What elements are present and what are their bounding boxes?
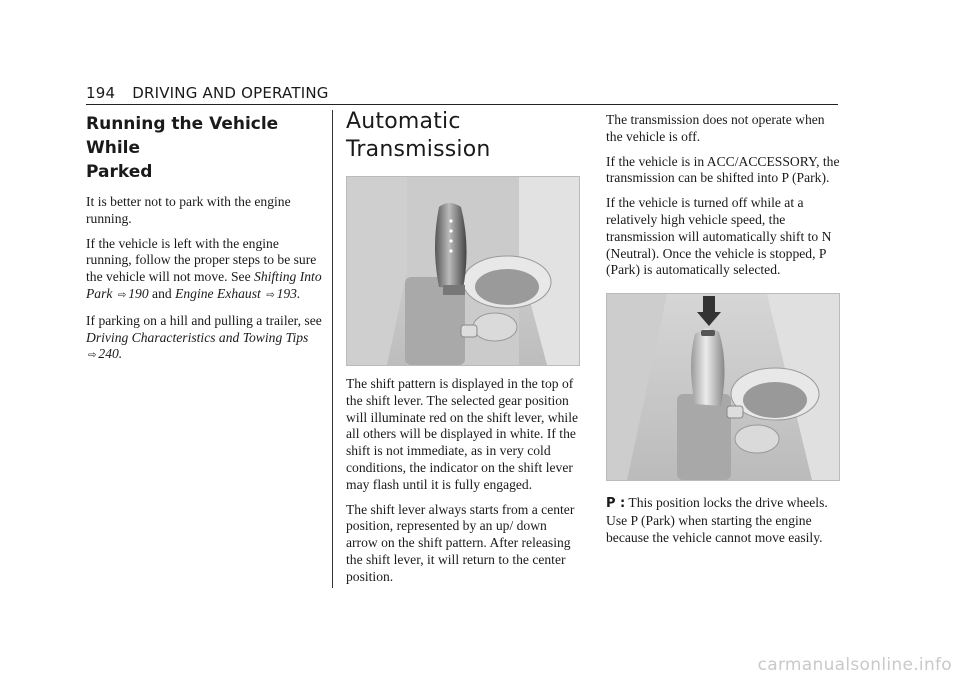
page-header <box>86 84 329 102</box>
paragraph: It is better not to park with the engine running. <box>86 194 291 226</box>
header-rule <box>86 104 838 105</box>
page-number: 194 <box>86 84 116 102</box>
gear-label-p: P : <box>606 496 626 512</box>
section-title: DRIVING AND OPERATING <box>132 84 329 102</box>
paragraph: If the vehicle is in ACC/ACCESSORY, the transmission can be shifted into P (Park). <box>606 153 840 186</box>
paragraph <box>606 495 840 546</box>
column-middle <box>346 108 580 594</box>
link-engine-exhaust[interactable]: Engine Exhaust <box>175 285 261 301</box>
watermark: carmanualsonline.info <box>757 655 952 675</box>
page-ref-arrow-icon: ⇨ <box>266 289 275 301</box>
section-heading <box>86 112 322 184</box>
paragraph: The shift lever always starts from a center position, represented by an up/ down arrow on the shift pattern. After releasing the shift lever, it will return to the center position. <box>346 501 575 584</box>
link-driving-characteristics[interactable]: Driving Characteristics and Towing Tips <box>86 329 309 345</box>
page-ref-arrow-icon: ⇨ <box>88 350 97 362</box>
paragraph-text: This position locks the drive wheels. Use P (Park) when starting the engine because the vehicle cannot move easily. <box>606 495 828 545</box>
paragraph-text: If the vehicle is left with the engine running, follow the proper steps to be sure the vehicle will not move. <box>86 235 317 285</box>
paragraph: The shift pattern is displayed in the top of the shift lever. The selected gear position will illuminate red on the shift lever, while all others will be displayed in white. If the shift is not immediate, as in very cold conditions, the indicator on the shift lever may flash until it is fully engaged. <box>346 376 579 492</box>
column-divider <box>332 110 333 588</box>
link-shifting-into-park[interactable]: Shifting Into Park <box>86 269 322 301</box>
main-title: Automatic Transmission <box>346 109 491 162</box>
shift-lever-photo <box>346 176 580 366</box>
paragraph-text: If parking on a hill and pulling a trailer, see <box>86 312 322 328</box>
column-left <box>86 112 322 373</box>
column-right <box>606 112 840 555</box>
page-ref[interactable]: 193 <box>276 285 297 301</box>
section-heading-line1: Running the Vehicle While <box>86 114 279 158</box>
paragraph: If parking on a hill and pulling a trailer, see Driving Characteristics and Towing Tips ⇨ 240. <box>86 312 322 362</box>
paragraph: If the vehicle is left with the engine running, follow the proper steps to be sure the vehicle will not move. See Shifting Into Park ⇨ 190 and Engine Exhaust ⇨ 193. <box>86 235 322 301</box>
page-ref[interactable]: 240 <box>98 346 119 362</box>
see-text: See <box>230 269 251 285</box>
and-text: and <box>152 285 172 301</box>
paragraph: The transmission does not operate when the vehicle is off. <box>606 112 825 144</box>
page-ref[interactable]: 190 <box>128 285 149 301</box>
paragraph: If the vehicle is turned off while at a relatively high vehicle speed, the transmission will automatically shift to N (Neutral). Once the vehicle is stopped, P (Park) is automatically selected. <box>606 195 832 278</box>
shift-lever-park-button-photo <box>606 293 840 481</box>
section-heading-line2: Parked <box>86 162 153 182</box>
page-ref-arrow-icon: ⇨ <box>117 289 127 301</box>
